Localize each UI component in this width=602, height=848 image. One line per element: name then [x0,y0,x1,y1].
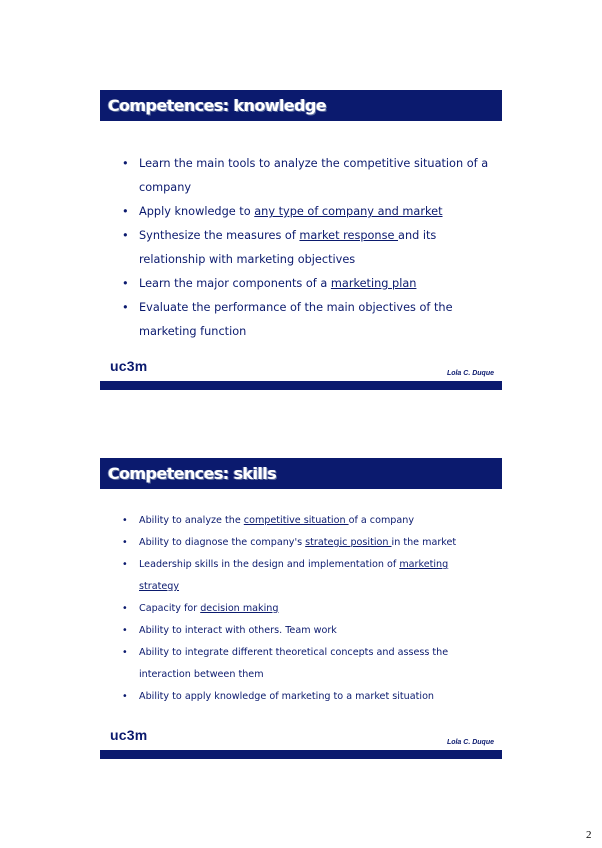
slide-skills [100,458,502,760]
underlined-link[interactable]: decision making [200,603,279,614]
slide-title-bar [100,458,502,489]
bullet-item [122,532,474,554]
slide-knowledge [100,90,502,390]
slide-footer-bar [100,381,502,390]
author-name: Lola C. Duque [446,739,494,746]
slide-title: Competences: knowledge [108,96,327,115]
bullet-text: Ability to diagnose the company's [139,537,306,548]
bullet-text: in the market [391,537,457,548]
bullet-text: Synthesize the measures of [139,229,300,242]
bullet-text: Ability to analyze the [139,515,244,526]
bullet-item [122,554,474,598]
slide-footer-bar [100,750,502,759]
uc3m-logo: uc3m [110,358,148,374]
author-name: Lola C. Duque [446,370,494,377]
bullet-item [122,224,494,272]
bullet-text: Ability to apply knowledge of marketing to a market situation [139,691,435,702]
underlined-link[interactable]: marketing plan [330,277,417,290]
bullet-text: Evaluate the performance of the main objectives of the marketing function [139,301,453,338]
bullet-text: Ability to integrate different theoretical concepts and assess the interaction between them [139,647,449,680]
underlined-link[interactable]: marketing strategy [139,559,449,592]
bullet-item [122,642,474,686]
uc3m-logo: uc3m [110,727,148,743]
bullet-text: Learn the major components of a [139,277,331,290]
slide-title: Competences: skills [108,464,277,483]
bullet-text: of a company [348,515,415,526]
bullet-list [122,152,494,344]
bullet-text: and its relationship with marketing objectives [139,229,437,266]
underlined-link[interactable]: market response [299,229,399,242]
bullet-text: Leadership skills in the design and implementation of [139,559,400,570]
bullet-item [122,686,474,708]
bullet-text: Ability to interact with others. Team work [139,625,337,636]
bullet-item [122,200,494,224]
bullet-item [122,620,474,642]
slide-title-bar [100,90,502,121]
bullet-item [122,598,474,620]
underlined-link[interactable]: strategic position [305,537,392,548]
bullet-item [122,510,474,532]
bullet-item [122,152,494,200]
bullet-item [122,296,494,344]
bullet-text: Capacity for [139,603,201,614]
underlined-link[interactable]: any type of company and market [254,205,443,218]
bullet-text: Apply knowledge to [139,205,255,218]
bullet-list [122,510,474,708]
bullet-item [122,272,494,296]
bullet-text: Learn the main tools to analyze the competitive situation of a company [139,157,489,194]
underlined-link[interactable]: competitive situation [243,515,349,526]
page-number: 2 [586,829,592,841]
